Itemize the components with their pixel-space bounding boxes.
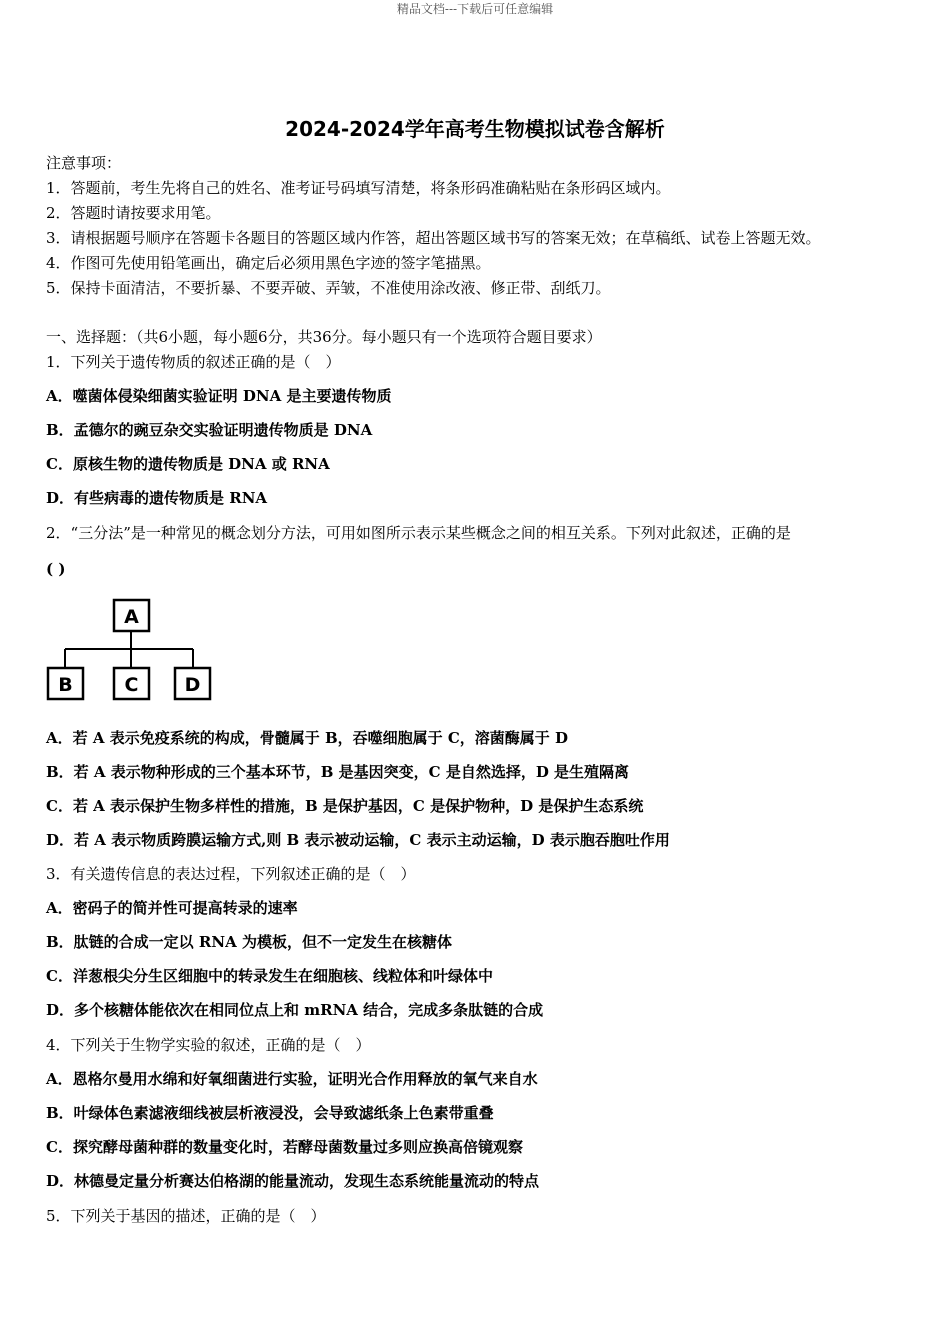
question-5-stem: 5．下列关于基因的描述，正确的是（ ） [46, 1207, 326, 1225]
question-2-option-b: B．若 A 表示物种形成的三个基本环节，B 是基因突变，C 是自然选择，D 是生殖隔离 [46, 763, 630, 781]
question-3-option-a: A．密码子的简并性可提高转录的速率 [46, 899, 298, 917]
question-2-stem: 2．“三分法”是一种常见的概念划分方法，可用如图所示表示某些概念之间的相互关系。下列对此叙述，正确的是 [46, 524, 791, 542]
question-3-option-d: D．多个核糖体能依次在相同位点上和 mRNA 结合，完成多条肽链的合成 [46, 1001, 544, 1019]
diagram-label-b: B [58, 674, 73, 696]
notes-heading: 注意事项： [46, 154, 122, 172]
question-3-option-c: C．洋葱根尖分生区细胞中的转录发生在细胞核、线粒体和叶绿体中 [46, 967, 493, 985]
question-2-option-c: C．若 A 表示保护生物多样性的措施，B 是保护基因，C 是保护物种，D 是保护生态系统 [46, 797, 644, 815]
notes-item: 5．保持卡面清洁，不要折暴、不要弄破、弄皱，不准使用涂改液、修正带、刮纸刀。 [46, 279, 611, 297]
diagram-node-b [48, 668, 83, 699]
question-1-option-b: B．孟德尔的豌豆杂交实验证明遗传物质是 DNA [46, 421, 373, 439]
diagram-node-a [114, 600, 149, 631]
notes-item: 2．答题时请按要求用笔。 [46, 204, 221, 222]
notes-item: 1．答题前，考生先将自己的姓名、准考证号码填写清楚，将条形码准确粘贴在条形码区域内。 [46, 179, 671, 197]
question-1-option-c: C．原核生物的遗传物质是 DNA 或 RNA [46, 455, 330, 473]
diagram-node-c [114, 668, 149, 699]
question-1-stem: 1．下列关于遗传物质的叙述正确的是（ ） [46, 353, 341, 371]
section-heading: 一、选择题：（共6小题，每小题6分，共36分。每小题只有一个选项符合题目要求） [46, 328, 602, 346]
diagram-label-d: D [184, 674, 201, 696]
notes-item: 3．请根据题号顺序在答题卡各题目的答题区域内作答，超出答题区域书写的答案无效；在草稿纸、试卷上答题无效。 [46, 229, 821, 247]
hierarchy-diagram [46, 598, 216, 702]
question-1-option-a: A．噬菌体侵染细菌实验证明 DNA 是主要遗传物质 [46, 387, 392, 405]
question-3-stem: 3．有关遗传信息的表达过程，下列叙述正确的是（ ） [46, 865, 416, 883]
diagram-connectors [65, 631, 193, 668]
question-4-option-a: A．恩格尔曼用水绵和好氧细菌进行实验，证明光合作用释放的氧气来自水 [46, 1070, 538, 1088]
document-title: 2024-2024学年高考生物模拟试卷含解析 [285, 117, 665, 141]
question-4-option-d: D．林德曼定量分析赛达伯格湖的能量流动，发现生态系统能量流动的特点 [46, 1172, 540, 1190]
question-1-option-d: D．有些病毒的遗传物质是 RNA [46, 489, 268, 507]
diagram-node-d [175, 668, 210, 699]
question-3-option-b: B．肽链的合成一定以 RNA 为模板，但不一定发生在核糖体 [46, 933, 452, 951]
question-2-stem-cont: ( ) [46, 560, 66, 578]
question-4-option-c: C．探究酵母菌种群的数量变化时，若酵母菌数量过多则应换高倍镜观察 [46, 1138, 523, 1156]
question-2-option-a: A．若 A 表示免疫系统的构成，骨髓属于 B，吞噬细胞属于 C，溶菌酶属于 D [46, 729, 569, 747]
diagram-label-c: C [124, 674, 139, 696]
notes-item: 4．作图可先使用铅笔画出，确定后必须用黑色字迹的签字笔描黑。 [46, 254, 491, 272]
question-2-option-d: D．若 A 表示物质跨膜运输方式,则 B 表示被动运输，C 表示主动运输，D 表示胞吞胞吐作用 [46, 831, 670, 849]
question-4-option-b: B．叶绿体色素滤液细线被层析液浸没，会导致滤纸条上色素带重叠 [46, 1104, 494, 1122]
diagram-label-a: A [124, 606, 139, 628]
page-watermark: 精品文档---下载后可任意编辑 [396, 2, 554, 16]
question-4-stem: 4．下列关于生物学实验的叙述，正确的是（ ） [46, 1036, 371, 1054]
